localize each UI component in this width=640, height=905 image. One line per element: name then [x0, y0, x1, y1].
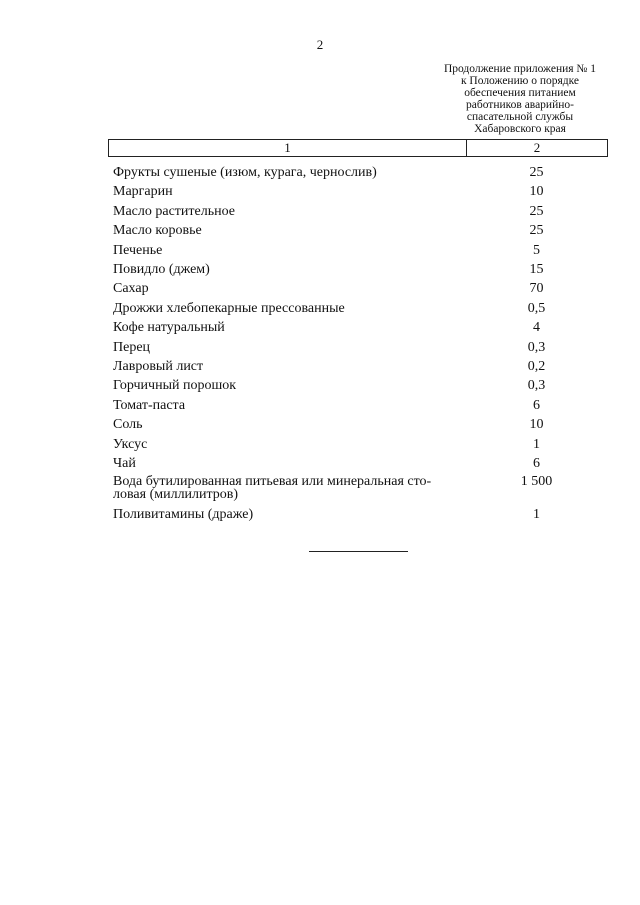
table-row: [108, 163, 608, 182]
column-header-1: 1: [109, 140, 467, 156]
product-amount: 70: [529, 281, 544, 297]
table-row: [108, 299, 608, 318]
annex-line: к Положению о порядке: [460, 75, 580, 87]
table-row: [108, 260, 608, 279]
product-amount: 10: [529, 417, 544, 433]
column-header-2: 2: [533, 140, 541, 155]
table-row: [108, 221, 608, 240]
product-amount: 1: [533, 436, 540, 452]
annex-reference: [425, 63, 615, 135]
product-amount: 0,3: [527, 339, 546, 355]
table-row: [108, 318, 608, 337]
product-name: Сахар: [113, 281, 149, 297]
annex-line: обеспечения питанием: [464, 87, 576, 99]
product-name: Поливитамины (драже): [113, 506, 254, 522]
product-amount: 5: [533, 242, 540, 258]
table-row: [108, 376, 608, 395]
table-row: [108, 279, 608, 298]
product-amount: 4: [533, 320, 540, 336]
product-name: Масло коровье: [113, 223, 202, 239]
table-body: [108, 163, 608, 524]
product-name: Горчичный порошок: [113, 378, 237, 394]
product-name: Лавровый лист: [113, 359, 204, 375]
product-name: Дрожжи хлебопекарные прессованные: [113, 300, 345, 316]
product-amount: 6: [533, 456, 540, 472]
product-amount: 25: [529, 165, 544, 180]
table-row: [108, 241, 608, 260]
product-name: Маргарин: [113, 184, 173, 200]
product-name: Фрукты сушеные (изюм, курага, чернослив): [113, 165, 377, 180]
product-name: Соль: [113, 417, 143, 433]
product-amount: 0,2: [527, 359, 546, 375]
end-divider-line: [309, 551, 408, 552]
product-amount: 10: [529, 184, 544, 200]
table-row: [108, 474, 608, 505]
table-row: [108, 338, 608, 357]
annex-line: Хабаровского края: [474, 123, 566, 135]
product-name-line: Вода бутилированная питьевая или минеральная сто-: [113, 473, 432, 489]
product-amount: 6: [533, 397, 540, 413]
table-row: [108, 202, 608, 221]
product-amount: 25: [529, 223, 544, 239]
product-amount: 1: [533, 506, 540, 522]
table-header-row: [108, 139, 608, 157]
page-number: 2: [316, 37, 324, 52]
table-row: [108, 415, 608, 434]
annex-line: работников аварийно-: [466, 99, 574, 111]
product-amount: 15: [529, 262, 544, 278]
product-name: Повидло (джем): [113, 262, 210, 278]
product-name: Томат-паста: [113, 397, 186, 413]
annex-line: спасательной службы: [466, 111, 574, 123]
product-name: Масло растительное: [113, 203, 235, 219]
table-row: [108, 357, 608, 376]
product-name: Печенье: [113, 242, 163, 258]
table-row: [108, 505, 608, 524]
product-name: Кофе натуральный: [113, 320, 225, 336]
table-row: [108, 182, 608, 201]
product-name: Уксус: [113, 436, 148, 452]
product-amount: 25: [529, 203, 544, 219]
annex-line: Продолжение приложения № 1: [443, 63, 597, 75]
product-amount: 0,5: [527, 300, 546, 316]
table-row: [108, 435, 608, 454]
table-row: [108, 454, 608, 473]
product-name: [108, 474, 465, 505]
product-amount: 1 500: [520, 473, 553, 489]
norms-table: [108, 139, 608, 522]
product-amount: 0,3: [527, 378, 546, 394]
product-name: Чай: [113, 456, 136, 472]
table-row: [108, 396, 608, 415]
product-name-line: ловая (миллилитров): [113, 486, 239, 502]
product-name: Перец: [113, 339, 151, 355]
